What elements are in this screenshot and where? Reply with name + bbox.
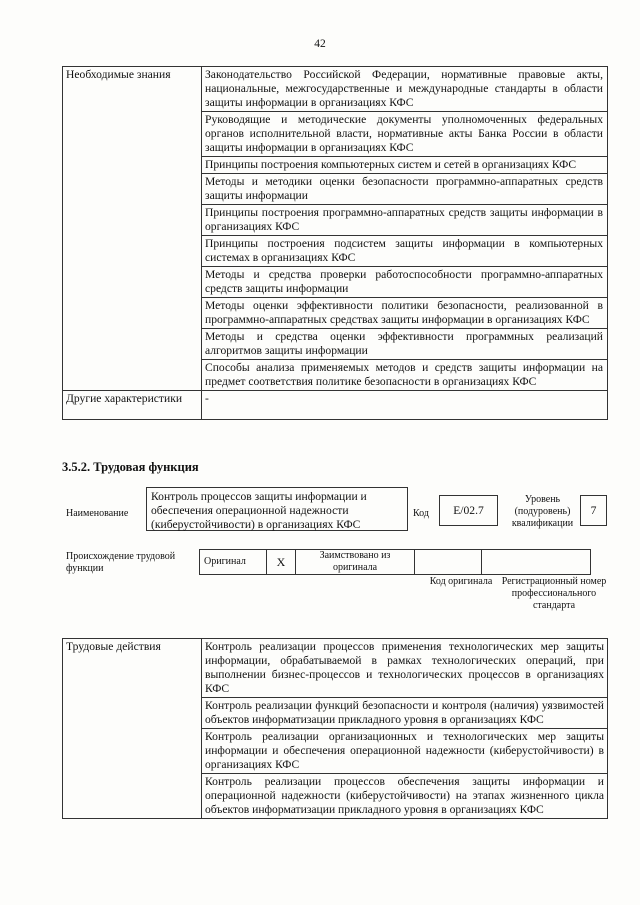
action-item: Контроль реализации организационных и технологических мер защиты информации и обеспечения операционной надежности (киберустойчивости) в организациях КФС xyxy=(202,729,608,774)
table-row xyxy=(200,550,591,575)
section-title: 3.5.2. Трудовая функция xyxy=(62,460,199,474)
actions-table xyxy=(62,638,608,819)
code-original-caption: Код оригинала xyxy=(429,576,493,587)
function-name: Контроль процессов защиты информации и обеспечения операционной надежности (киберустойчивости) в организациях КФС xyxy=(146,487,408,531)
qualification-level: 7 xyxy=(580,495,607,526)
page-number: 42 xyxy=(314,38,326,50)
origin-label: Происхождение трудовой функции xyxy=(66,551,176,574)
knowledge-item: Способы анализа применяемых методов и средств защиты информации на предмет соответствия политике безопасности в организациях КФС xyxy=(202,360,608,391)
origin-table xyxy=(199,549,591,575)
knowledge-item: Законодательство Российской Федерации, нормативные правовые акты, национальные, межгосударственные и международные стандарты в области защиты информации в организациях КФС xyxy=(202,67,608,112)
origin-mark: X xyxy=(267,550,296,575)
knowledge-item: Принципы построения программно-аппаратных средств защиты информации в организациях КФС xyxy=(202,205,608,236)
function-code: E/02.7 xyxy=(439,495,498,526)
knowledge-label: Необходимые знания xyxy=(63,67,202,391)
action-item: Контроль реализации процессов обеспечения защиты информации и операционной надежности (киберустойчивости) на этапах жизненного цикла объектов информатизации прикладного уровня в организациях КФС xyxy=(202,774,608,819)
knowledge-table xyxy=(62,66,608,420)
knowledge-item: Методы и методики оценки безопасности программно-аппаратных средств защиты информации xyxy=(202,174,608,205)
knowledge-item: Методы и средства оценки эффективности программных реализаций алгоритмов защиты информации xyxy=(202,329,608,360)
level-label: Уровень (подуровень) квалификации xyxy=(511,494,574,529)
knowledge-item: Руководящие и методические документы уполномоченных федеральных органов исполнительной власти, нормативные акты Банка России в области защиты информации в организациях КФС xyxy=(202,112,608,157)
knowledge-item: Методы и средства проверки работоспособности программно-аппаратных средств защиты информации xyxy=(202,267,608,298)
other-characteristics-label: Другие характеристики xyxy=(63,391,202,420)
other-characteristics-value: - xyxy=(202,391,608,420)
origin-code-cell xyxy=(415,550,482,575)
knowledge-item: Методы оценки эффективности политики безопасности, реализованной в программно-аппаратных средствах защиты информации в организациях КФС xyxy=(202,298,608,329)
action-item: Контроль реализации процессов применения технологических мер защиты информации, обрабатываемой в рамках технологических операций, при выполнении бизнес-процессов и технологических процессов в организациях КФС xyxy=(202,639,608,698)
code-label: Код xyxy=(413,508,429,519)
actions-label: Трудовые действия xyxy=(63,639,202,819)
table-row xyxy=(63,639,608,698)
action-item: Контроль реализации функций безопасности и контроля (наличия) уязвимостей объектов информатизации прикладного уровня в организациях КФС xyxy=(202,698,608,729)
knowledge-item: Принципы построения компьютерных систем и сетей в организациях КФС xyxy=(202,157,608,174)
origin-reg-cell xyxy=(482,550,591,575)
table-row xyxy=(63,67,608,112)
table-row xyxy=(63,391,608,420)
origin-original: Оригинал xyxy=(200,550,267,575)
knowledge-item: Принципы построения подсистем защиты информации в компьютерных системах в организациях КФС xyxy=(202,236,608,267)
origin-borrowed: Заимствовано из оригинала xyxy=(296,550,415,575)
name-label: Наименование xyxy=(66,508,129,519)
registration-number-caption: Регистрационный номер профессионального стандарта xyxy=(501,576,607,611)
